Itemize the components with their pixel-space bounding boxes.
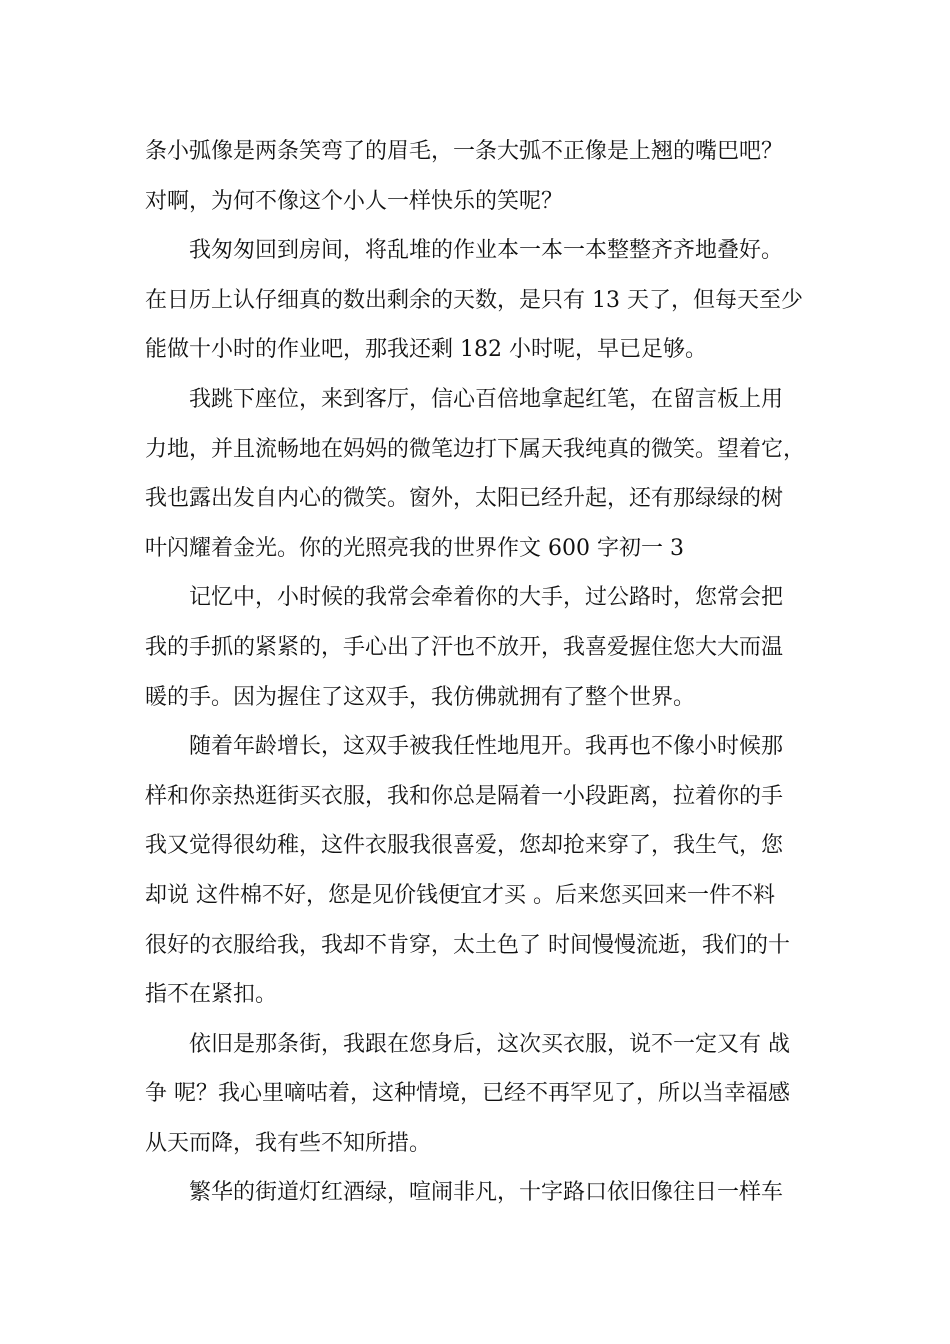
text-line: 却说 这件棉不好，您是见价钱便宜才买 。后来您买回来一件不料 — [145, 882, 775, 908]
text-line: 随着年龄增长，这双手被我任性地甩开。我再也不像小时候那 — [189, 734, 784, 760]
text-line: 很好的衣服给我，我却不肯穿，太土色了 时间慢慢流逝，我们的十 — [145, 932, 790, 958]
text-line: 在日历上认仔细真的数出剩余的天数，是只有 13 天了，但每天至少 — [145, 287, 803, 313]
text-line: 力地，并且流畅地在妈妈的微笔边打下属天我纯真的微笑。望着它， — [145, 436, 806, 462]
text-line: 我跳下座位，来到客厅，信心百倍地拿起红笔，在留言板上用 — [189, 386, 784, 412]
text-line: 暖的手。因为握住了这双手，我仿佛就拥有了整个世界。 — [145, 684, 696, 710]
text-line: 依旧是那条街，我跟在您身后，这次买衣服，说不一定又有 战 — [189, 1031, 790, 1057]
document-body — [145, 127, 825, 1218]
text-line: 从天而降，我有些不知所措。 — [145, 1130, 432, 1156]
text-line: 我又觉得很幼稚，这件衣服我很喜爱，您却抢来穿了，我生气，您 — [145, 833, 784, 859]
text-line: 能做十小时的作业吧，那我还剩 182 小时呢，早已足够。 — [145, 337, 707, 363]
text-line: 争 呢？我心里嘀咕着，这种情境，已经不再罕见了，所以当幸福感 — [145, 1081, 790, 1107]
text-line: 我匆匆回到房间，将乱堆的作业本一本一本整整齐齐地叠好。 — [189, 238, 784, 264]
text-line: 对啊，为何不像这个小人一样快乐的笑呢？ — [145, 188, 564, 214]
text-line: 记忆中，小时候的我常会牵着你的大手，过公路时，您常会把 — [189, 585, 784, 611]
text-line: 我也露出发自内心的微笑。窗外，太阳已经升起，还有那绿绿的树 — [145, 486, 784, 512]
text-line: 样和你亲热逛街买衣服，我和你总是隔着一小段距离，拉着你的手 — [145, 783, 784, 809]
text-line: 我的手抓的紧紧的，手心出了汗也不放开，我喜爱握住您大大而温 — [145, 634, 784, 660]
text-line: 条小弧像是两条笑弯了的眉毛，一条大弧不正像是上翘的嘴巴吧？ — [145, 139, 784, 164]
text-line: 繁华的街道灯红酒绿，喧闹非凡，十字路口依旧像往日一样车 — [189, 1180, 784, 1206]
text-line: 指不在紧扣。 — [145, 982, 278, 1008]
text-line: 叶闪耀着金光。你的光照亮我的世界作文 600 字初一 3 — [145, 535, 684, 561]
